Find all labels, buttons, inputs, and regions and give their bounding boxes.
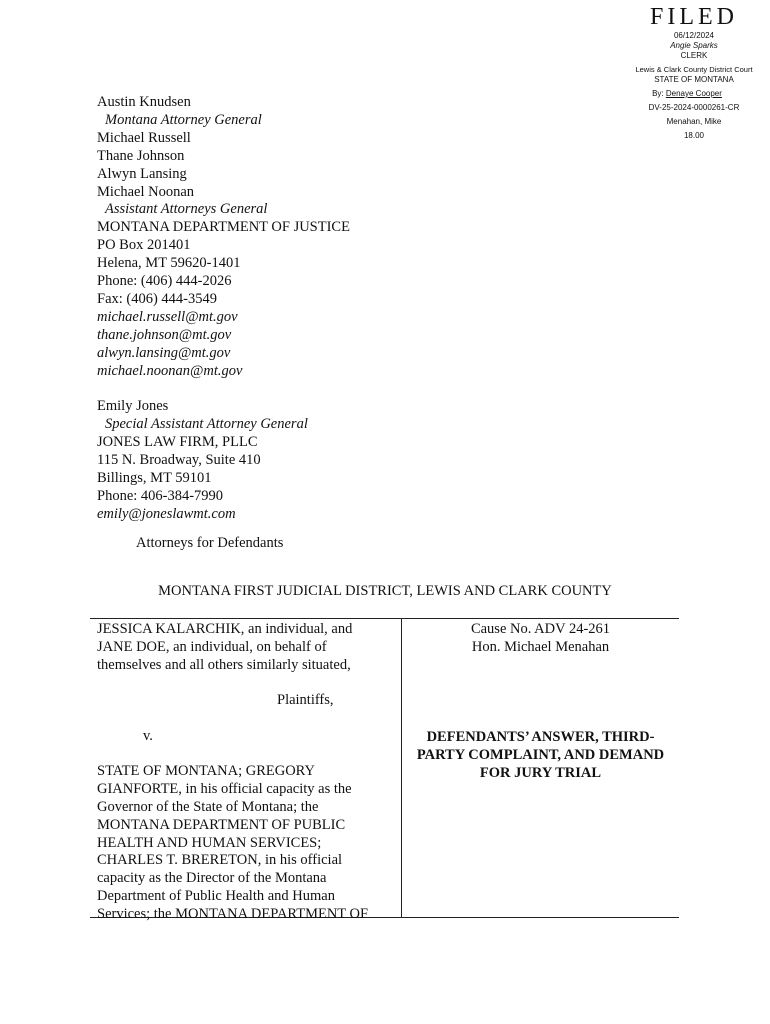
defendants-line: capacity as the Director of the Montana xyxy=(97,870,327,887)
filed-date: 06/12/2024 xyxy=(673,31,715,40)
by-name: Denaye Cooper xyxy=(665,89,722,98)
firm-name: JONES LAW FIRM, PLLC xyxy=(97,434,258,451)
firm-city: Billings, MT 59101 xyxy=(97,470,212,487)
defendants-line: STATE OF MONTANA; GREGORY xyxy=(97,763,316,780)
defendants-line: Services; the MONTANA DEPARTMENT OF xyxy=(97,905,369,922)
filed-label: FILED xyxy=(650,4,738,30)
firm-phone: Phone: 406-384-7990 xyxy=(97,487,224,504)
office-phone: Phone: (406) 444-2026 xyxy=(97,273,232,290)
defendants-line: GIANFORTE, in his official capacity as the xyxy=(97,781,352,798)
office-po-box: PO Box 201401 xyxy=(97,237,191,254)
special-attorney-title: Special Assistant Attorney General xyxy=(105,416,308,433)
special-attorney-name: Emily Jones xyxy=(97,398,169,415)
email-link: michael.russell@mt.gov xyxy=(97,308,238,325)
court-heading: MONTANA FIRST JUDICIAL DISTRICT, LEWIS AND CLARK COUNTY xyxy=(158,583,612,599)
assistant-name: Thane Johnson xyxy=(97,147,185,164)
defendants-line: Department of Public Health and Human xyxy=(97,887,335,904)
email-link: alwyn.lansing@mt.gov xyxy=(97,344,231,361)
assistants-title: Assistant Attorneys General xyxy=(105,201,268,218)
plaintiffs-line: JESSICA KALARCHIK, an individual, and xyxy=(97,621,353,637)
stamp-by xyxy=(618,89,770,99)
counsel-block xyxy=(97,94,517,524)
email-link: michael.noonan@mt.gov xyxy=(97,362,243,379)
clerk-name: Angie Sparks xyxy=(670,41,718,50)
versus: v. xyxy=(143,727,153,744)
assistant-name: Alwyn Lansing xyxy=(97,165,187,182)
caption-parties xyxy=(97,621,397,924)
stamp-fee: 18.00 xyxy=(683,131,705,140)
by-label: By: xyxy=(652,89,664,98)
firm-street: 115 N. Broadway, Suite 410 xyxy=(97,452,261,469)
attorney-general-title: Montana Attorney General xyxy=(105,111,262,128)
stamp-case-number: DV-25-2024-0000261-CR xyxy=(648,103,740,112)
spacer xyxy=(97,381,517,399)
office-name: MONTANA DEPARTMENT OF JUSTICE xyxy=(97,219,350,236)
case-caption xyxy=(90,618,679,922)
assistant-name: Michael Russell xyxy=(97,129,191,146)
plaintiffs-line: themselves and all others similarly situated, xyxy=(97,656,351,673)
stamp-court: Lewis & Clark County District Court xyxy=(635,65,753,74)
stamp-judge: Menahan, Mike xyxy=(666,117,722,126)
defendants-line: Governor of the State of Montana; the xyxy=(97,798,319,815)
email-link: thane.johnson@mt.gov xyxy=(97,326,232,343)
cause-number: Cause No. ADV 24-261 xyxy=(470,621,611,637)
caption-top-rule xyxy=(90,618,679,619)
stamp-state: STATE OF MONTANA xyxy=(654,75,734,84)
attorneys-for: Attorneys for Defendants xyxy=(136,535,284,551)
clerk-title: CLERK xyxy=(680,51,708,60)
filed-stamp xyxy=(618,4,770,141)
defendants-line: MONTANA DEPARTMENT OF PUBLIC xyxy=(97,816,346,833)
attorney-general-name: Austin Knudsen xyxy=(97,94,191,110)
document-title: DEFENDANTS’ ANSWER, THIRD-PARTY COMPLAINT, AND DEMAND FOR JURY TRIAL xyxy=(416,728,665,781)
presiding-judge: Hon. Michael Menahan xyxy=(471,638,610,655)
defendants-line: CHARLES T. BRERETON, in his official xyxy=(97,852,343,869)
defendants-line: HEALTH AND HUMAN SERVICES; xyxy=(97,834,322,851)
caption-case-info xyxy=(402,621,679,782)
office-fax: Fax: (406) 444-3549 xyxy=(97,290,218,307)
assistant-name: Michael Noonan xyxy=(97,183,195,200)
plaintiffs-label: Plaintiffs, xyxy=(277,692,334,709)
firm-email: emily@joneslawmt.com xyxy=(97,505,236,522)
plaintiffs-line: JANE DOE, an individual, on behalf of xyxy=(97,638,327,655)
office-city: Helena, MT 59620-1401 xyxy=(97,255,241,272)
